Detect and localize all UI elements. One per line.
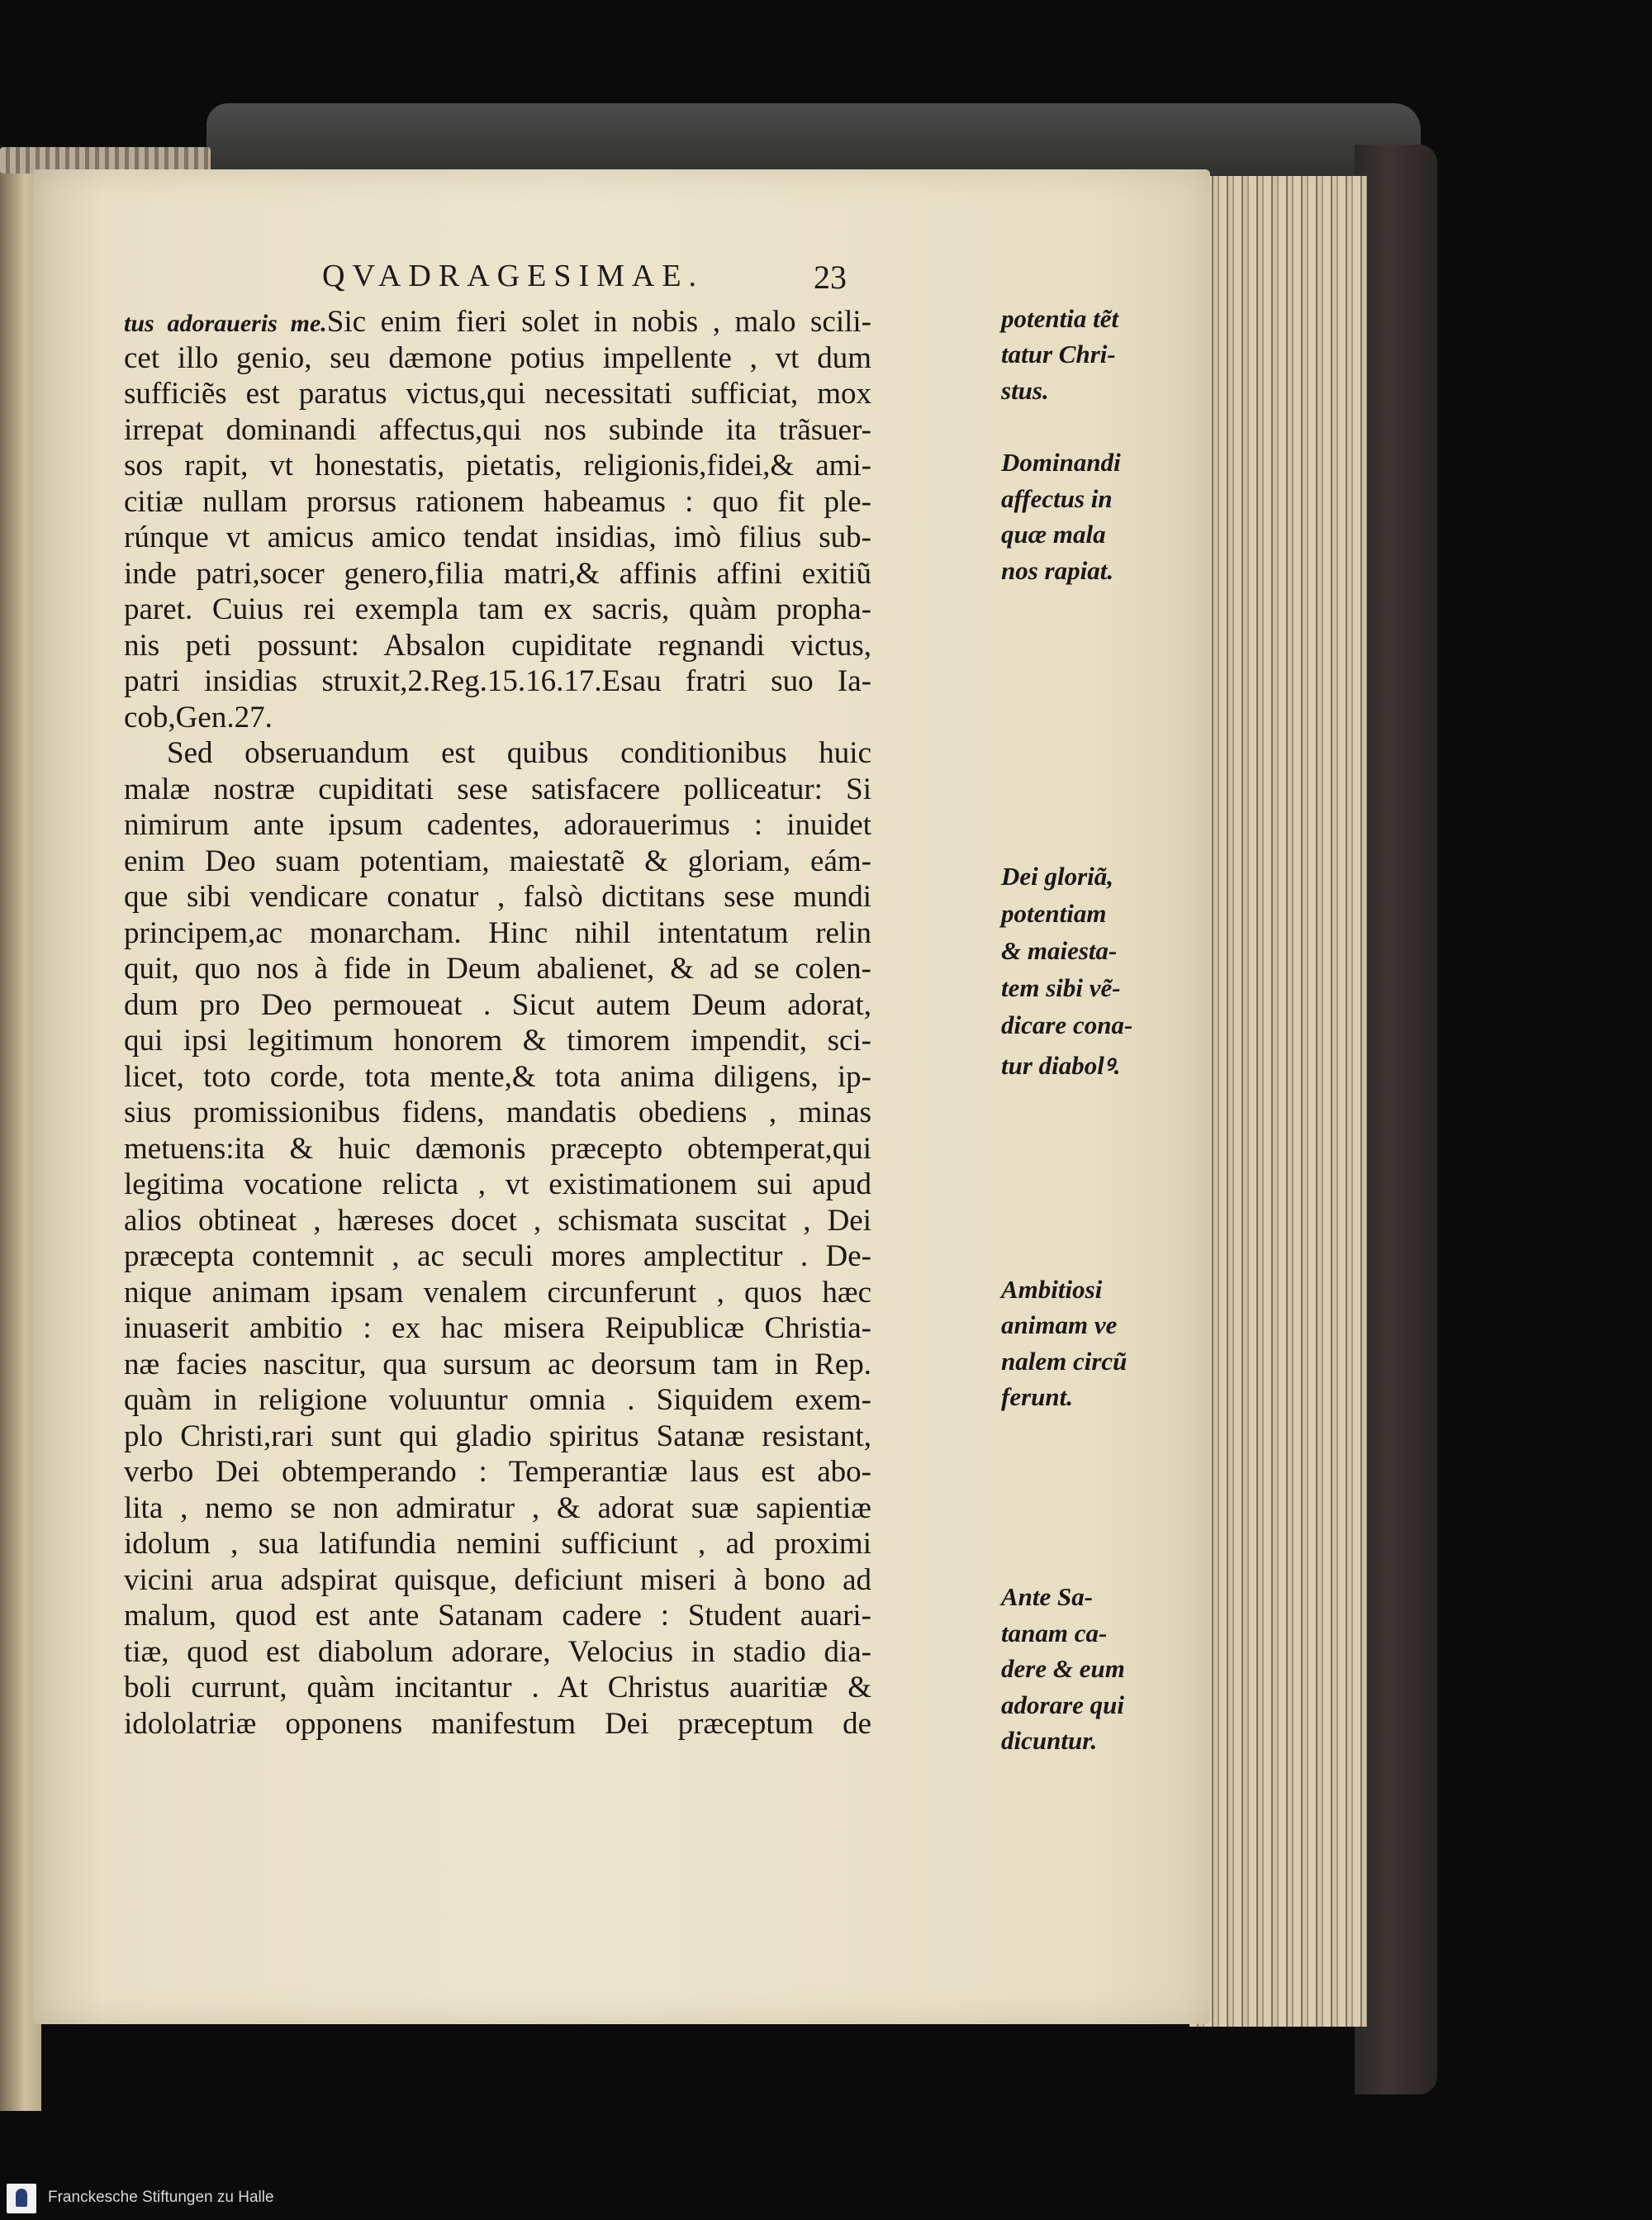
text-line: licet, toto corde, tota mente,& tota anima diligens, ip- [124,1059,871,1094]
text-line: quàm in religione voluuntur omnia . Siquidem exem- [124,1383,871,1417]
text-line: sius promissionibus fidens, mandatis obediens , minas [124,1096,871,1129]
margin-note-line: stus. [1001,376,1049,405]
margin-note-line: & maiesta- [1001,936,1118,965]
margin-note-line: potentiam [1001,899,1107,928]
text-line: nimirum ante ipsum cadentes, adorauerimus : inuidet [124,808,871,842]
text-line: tiæ, quod est diabolum adorare, Velocius in stadio dia- [124,1634,871,1669]
margin-note-line: ferunt. [1001,1382,1073,1411]
text-line: principem,ac monarcham. Hinc nihil intentatum relin [124,915,871,950]
text-line: malum, quod est ante Satanam cadere : Student auari- [124,1599,871,1633]
paragraph-start-line: Sed obseruandum est quibus conditionibus huic [167,736,871,770]
text-line: vicini arua adspirat quisque, deficiunt miseri à bono ad [124,1562,871,1597]
book-cover-right [1355,145,1437,2094]
page-number: 23 [814,259,847,296]
body-text [124,304,1133,1755]
catchword-lead: tus adoraueris me. [124,310,327,337]
footer-bar [0,2177,1652,2220]
text-line: sufficiẽs est paratus victus,qui necessitati sufficiat, mox [124,377,871,411]
text-line: boli currunt, quàm incitantur . At Christus auaritiæ & [124,1671,871,1704]
running-head: QVADRAGESIMAE. [322,259,705,293]
margin-note-line: Ambitiosi [1001,1275,1103,1304]
text-line: quit, quo nos à fide in Deum abalienet, & ad se colen- [124,952,871,986]
text-line: cet illo genio, seu dæmone potius impellente , vt dum [124,340,871,375]
text-line-content: Sic enim fieri solet in nobis , malo scili- [326,305,871,339]
text-line: cob,Gen.27. [124,700,273,734]
text-line: irrepat dominandi affectus,qui nos subinde ita trãsuer- [124,412,871,447]
text-line: enim Deo suam potentiam, maiestatẽ & gloriam, eám- [124,844,871,878]
margin-note-line: tur diabolꝰ. [1001,1051,1121,1080]
text-line: que sibi vendicare conatur , falsò dictitans sese mundi [124,880,871,914]
text-line: qui ipsi legitimum honorem & timorem impendit, sci- [124,1024,871,1058]
margin-note-line: tem sibi vẽ- [1001,973,1121,1002]
text-line: paret. Cuius rei exempla tam ex sacris, quàm propha- [124,592,871,626]
margin-note-line: nalem circũ [1001,1347,1127,1376]
margin-note-line: tatur Chri- [1001,340,1116,368]
text-line: plo Christi,rari sunt qui gladio spiritus Satanæ resistant, [124,1419,871,1453]
text-line: nique animam ipsam venalem circunferunt , quos hæc [124,1275,871,1310]
text-line: patri insidias struxit,2.Reg.15.16.17.Esau fratri suo Ia- [124,664,871,698]
text-line: inde patri,socer genero,filia matri,& affinis affini exitiũ [124,556,871,591]
text-line: citiæ nullam prorsus rationem habeamus : quo fit ple- [124,484,871,519]
text-line: idololatriæ opponens manifestum Dei præceptum de [124,1706,871,1741]
text-line: lita , nemo se non admiratur , & adorat suæ sapientiæ [124,1490,871,1525]
footer-institution-name: Franckesche Stiftungen zu Halle [48,2189,274,2206]
margin-note-line: nos rapiat. [1001,556,1114,585]
margin-note-line: dicuntur. [1001,1726,1098,1755]
margin-note-line: tanam ca- [1001,1619,1108,1647]
text-line: alios obtineat , hæreses docet , schismata suscitat , Dei [124,1203,871,1238]
margin-note-line: adorare qui [1001,1690,1124,1719]
text-line: sos rapit, vt honestatis, pietatis, religionis,fidei,& ami- [124,449,871,483]
text-line: nis peti possunt: Absalon cupiditate regnandi victus, [124,628,871,663]
text-line: rúnque vt amicus amico tendat insidias, imò filius sub- [124,521,871,554]
margin-note-line: affectus in [1001,484,1113,513]
text-line: idolum , sua latifundia nemini sufficiunt , ad proximi [124,1527,871,1561]
margin-note-line: dicare cona- [1001,1010,1133,1039]
page-edges [1189,176,1367,2027]
text-line: næ facies nascitur, qua sursum ac deorsum tam in Rep. [124,1347,871,1381]
text-line: præcepta contemnit , ac seculi mores amplectitur . De- [124,1239,871,1273]
margin-note-line: animam ve [1001,1310,1118,1339]
francke-foundation-logo-icon [7,2184,36,2213]
margin-note-line: dere & eum [1001,1654,1125,1683]
text-line: metuens:ita & huic dæmonis præcepto obtemperat,qui [124,1131,871,1166]
margin-note-line: Dominandi [1001,448,1121,477]
text-line: dum pro Deo permoueat . Sicut autem Deum adorat, [124,987,871,1022]
text-line: legitima vocatione relicta , vt existimationem sui apud [124,1167,871,1201]
margin-note-line: Dei gloriã, [1001,862,1114,891]
margin-note-line: quæ mala [1001,520,1106,549]
text-line [124,304,871,340]
text-line: malæ nostræ cupiditati sese satisfacere polliceatur: Si [124,772,871,806]
text-line: inuaserit ambitio : ex hac misera Reipublicæ Christia- [124,1311,871,1345]
text-line: verbo Dei obtemperando : Temperantiæ laus est abo- [124,1455,871,1489]
margin-note-line: potentia tẽt [1001,304,1119,333]
margin-note-line: Ante Sa- [1001,1582,1094,1611]
